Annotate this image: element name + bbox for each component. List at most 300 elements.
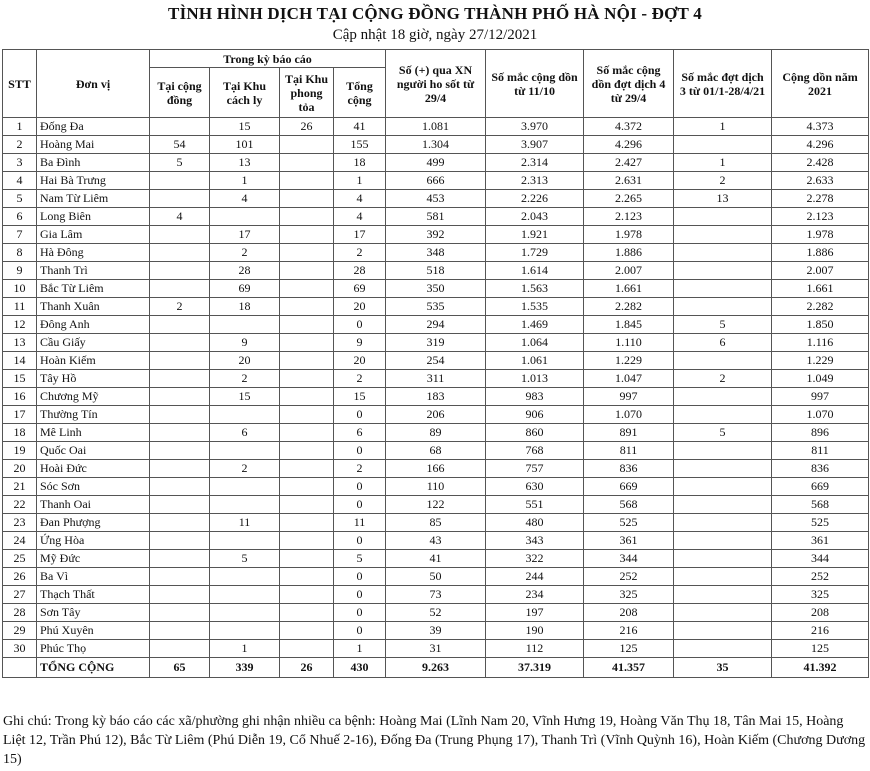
- row-wave3: 2: [674, 370, 772, 388]
- row-fever-tests: 31: [386, 640, 486, 658]
- table-row: [3, 370, 869, 388]
- row-cumulative-11-10: 1.729: [486, 244, 584, 262]
- row-lockdown: [280, 262, 334, 280]
- row-cumulative-wave4: 568: [584, 496, 674, 514]
- table-row: [3, 316, 869, 334]
- row-subtotal: 0: [334, 406, 386, 424]
- row-year-total: 4.373: [772, 118, 869, 136]
- row-community: [150, 190, 210, 208]
- row-community: [150, 244, 210, 262]
- row-subtotal: 6: [334, 424, 386, 442]
- row-fever-tests: 319: [386, 334, 486, 352]
- row-unit: Chương Mỹ: [37, 388, 150, 406]
- row-fever-tests: 85: [386, 514, 486, 532]
- row-stt: 28: [3, 604, 37, 622]
- row-stt: 20: [3, 460, 37, 478]
- row-isolation: [210, 478, 280, 496]
- row-stt: 26: [3, 568, 37, 586]
- row-cumulative-wave4: 1.886: [584, 244, 674, 262]
- total-isolation: 339: [210, 658, 280, 678]
- row-isolation: [210, 568, 280, 586]
- row-isolation: 2: [210, 460, 280, 478]
- row-isolation: [210, 496, 280, 514]
- row-isolation: 6: [210, 424, 280, 442]
- table-row: [3, 568, 869, 586]
- row-cumulative-wave4: 836: [584, 460, 674, 478]
- row-fever-tests: 453: [386, 190, 486, 208]
- row-cumulative-wave4: 1.978: [584, 226, 674, 244]
- row-isolation: 69: [210, 280, 280, 298]
- total-cumulative-wave4: 41.357: [584, 658, 674, 678]
- row-lockdown: [280, 568, 334, 586]
- row-isolation: 15: [210, 118, 280, 136]
- row-stt: 10: [3, 280, 37, 298]
- row-community: [150, 568, 210, 586]
- row-community: [150, 316, 210, 334]
- row-wave3: 5: [674, 424, 772, 442]
- row-unit: Phúc Thọ: [37, 640, 150, 658]
- row-stt: 21: [3, 478, 37, 496]
- row-year-total: 1.116: [772, 334, 869, 352]
- row-lockdown: [280, 298, 334, 316]
- row-lockdown: [280, 604, 334, 622]
- row-cumulative-11-10: 343: [486, 532, 584, 550]
- table-row: [3, 190, 869, 208]
- row-cumulative-11-10: 1.064: [486, 334, 584, 352]
- row-fever-tests: 294: [386, 316, 486, 334]
- table-row: [3, 172, 869, 190]
- row-unit: Tây Hồ: [37, 370, 150, 388]
- row-cumulative-11-10: 112: [486, 640, 584, 658]
- row-year-total: 208: [772, 604, 869, 622]
- row-stt: 27: [3, 586, 37, 604]
- row-cumulative-wave4: 1.229: [584, 352, 674, 370]
- row-community: [150, 388, 210, 406]
- row-cumulative-11-10: 551: [486, 496, 584, 514]
- row-stt: 19: [3, 442, 37, 460]
- row-fever-tests: 254: [386, 352, 486, 370]
- row-wave3: [674, 622, 772, 640]
- row-lockdown: [280, 136, 334, 154]
- row-community: [150, 262, 210, 280]
- row-year-total: 525: [772, 514, 869, 532]
- table-row: [3, 136, 869, 154]
- row-lockdown: [280, 316, 334, 334]
- row-cumulative-wave4: 997: [584, 388, 674, 406]
- row-subtotal: 0: [334, 622, 386, 640]
- row-subtotal: 11: [334, 514, 386, 532]
- row-fever-tests: 183: [386, 388, 486, 406]
- row-lockdown: [280, 388, 334, 406]
- row-lockdown: [280, 190, 334, 208]
- row-fever-tests: 392: [386, 226, 486, 244]
- row-subtotal: 69: [334, 280, 386, 298]
- row-wave3: [674, 298, 772, 316]
- row-cumulative-wave4: 669: [584, 478, 674, 496]
- row-isolation: [210, 208, 280, 226]
- row-unit: Đống Đa: [37, 118, 150, 136]
- row-subtotal: 0: [334, 316, 386, 334]
- row-subtotal: 0: [334, 604, 386, 622]
- row-subtotal: 0: [334, 478, 386, 496]
- row-community: [150, 172, 210, 190]
- row-community: [150, 406, 210, 424]
- row-cumulative-wave4: 1.661: [584, 280, 674, 298]
- row-cumulative-11-10: 1.563: [486, 280, 584, 298]
- header-isolation: Tại Khu cách ly: [210, 68, 280, 118]
- row-cumulative-wave4: 2.007: [584, 262, 674, 280]
- row-stt: 6: [3, 208, 37, 226]
- row-lockdown: [280, 640, 334, 658]
- table-row: [3, 496, 869, 514]
- row-isolation: 13: [210, 154, 280, 172]
- row-wave3: 13: [674, 190, 772, 208]
- footnote: Ghi chú: Trong kỳ báo cáo các xã/phường ghi nhận nhiều ca bệnh: Hoàng Mai (Lĩnh Nam 20, Vĩnh Hưng 19, Hoàng Văn Thụ 18, Tân Mai 15, Hoàng Liệt 12, Trần Phú 12), Bắc Từ Liêm (Phú Diễn 19, Cổ Nhuế 2-16), Đống Đa (Trung Phụng 17), Thanh Trì (Vĩnh Quỳnh 16), Hoàn Kiếm (Chương Dương 15): [3, 714, 866, 767]
- row-wave3: [674, 442, 772, 460]
- row-lockdown: [280, 460, 334, 478]
- row-cumulative-wave4: 4.296: [584, 136, 674, 154]
- row-lockdown: [280, 532, 334, 550]
- row-fever-tests: 518: [386, 262, 486, 280]
- report-subtitle: Cập nhật 18 giờ, ngày 27/12/2021: [332, 27, 538, 43]
- row-fever-tests: 41: [386, 550, 486, 568]
- row-stt: 18: [3, 424, 37, 442]
- row-wave3: [674, 280, 772, 298]
- row-cumulative-wave4: 2.631: [584, 172, 674, 190]
- table-row: [3, 460, 869, 478]
- row-fever-tests: 166: [386, 460, 486, 478]
- row-cumulative-wave4: 125: [584, 640, 674, 658]
- table-row: [3, 388, 869, 406]
- row-year-total: 2.428: [772, 154, 869, 172]
- row-cumulative-wave4: 1.070: [584, 406, 674, 424]
- header-year-total: Cộng dồn năm 2021: [772, 50, 869, 118]
- table-row: [3, 298, 869, 316]
- row-fever-tests: 39: [386, 622, 486, 640]
- row-lockdown: [280, 334, 334, 352]
- row-cumulative-11-10: 906: [486, 406, 584, 424]
- row-lockdown: [280, 172, 334, 190]
- row-subtotal: 41: [334, 118, 386, 136]
- row-cumulative-wave4: 2.282: [584, 298, 674, 316]
- row-subtotal: 15: [334, 388, 386, 406]
- row-community: [150, 424, 210, 442]
- row-stt: 11: [3, 298, 37, 316]
- row-wave3: [674, 136, 772, 154]
- row-isolation: 2: [210, 370, 280, 388]
- row-year-total: 252: [772, 568, 869, 586]
- table-row: [3, 280, 869, 298]
- row-community: [150, 226, 210, 244]
- row-cumulative-wave4: 1.845: [584, 316, 674, 334]
- row-community: [150, 442, 210, 460]
- row-isolation: 1: [210, 640, 280, 658]
- row-unit: Ứng Hòa: [37, 532, 150, 550]
- row-isolation: 1: [210, 172, 280, 190]
- row-year-total: 125: [772, 640, 869, 658]
- row-lockdown: [280, 244, 334, 262]
- row-cumulative-11-10: 3.907: [486, 136, 584, 154]
- row-wave3: 2: [674, 172, 772, 190]
- row-community: [150, 496, 210, 514]
- row-stt: 13: [3, 334, 37, 352]
- row-subtotal: 9: [334, 334, 386, 352]
- row-isolation: 2: [210, 244, 280, 262]
- row-subtotal: 0: [334, 586, 386, 604]
- report-title: TÌNH HÌNH DỊCH TẠI CỘNG ĐỒNG THÀNH PHỐ HÀ NỘI - ĐỢT 4: [168, 4, 702, 23]
- row-cumulative-wave4: 325: [584, 586, 674, 604]
- total-row: [3, 658, 869, 678]
- header-cumulative-wave4: Số mắc cộng dồn đợt dịch 4 từ 29/4: [584, 50, 674, 118]
- row-fever-tests: 52: [386, 604, 486, 622]
- row-year-total: 361: [772, 532, 869, 550]
- row-subtotal: 4: [334, 208, 386, 226]
- row-cumulative-wave4: 344: [584, 550, 674, 568]
- row-stt: 22: [3, 496, 37, 514]
- row-unit: Hoài Đức: [37, 460, 150, 478]
- row-cumulative-11-10: 1.921: [486, 226, 584, 244]
- row-cumulative-11-10: 322: [486, 550, 584, 568]
- table-row: [3, 550, 869, 568]
- row-cumulative-wave4: 4.372: [584, 118, 674, 136]
- table-row: [3, 334, 869, 352]
- row-wave3: [674, 208, 772, 226]
- row-isolation: [210, 622, 280, 640]
- row-wave3: [674, 478, 772, 496]
- row-subtotal: 0: [334, 532, 386, 550]
- row-unit: Thanh Trì: [37, 262, 150, 280]
- row-community: [150, 460, 210, 478]
- row-unit: Sơn Tây: [37, 604, 150, 622]
- row-fever-tests: 110: [386, 478, 486, 496]
- header-wave3: Số mắc đợt dịch 3 từ 01/1-28/4/21: [674, 50, 772, 118]
- header-fever-tests: Số (+) qua XN người ho sốt từ 29/4: [386, 50, 486, 118]
- row-year-total: 1.229: [772, 352, 869, 370]
- row-cumulative-wave4: 525: [584, 514, 674, 532]
- row-stt: 8: [3, 244, 37, 262]
- row-community: 54: [150, 136, 210, 154]
- row-community: [150, 352, 210, 370]
- row-stt: 3: [3, 154, 37, 172]
- row-year-total: 568: [772, 496, 869, 514]
- table-row: [3, 154, 869, 172]
- row-cumulative-wave4: 1.110: [584, 334, 674, 352]
- table-row: [3, 424, 869, 442]
- row-lockdown: [280, 424, 334, 442]
- row-year-total: 1.070: [772, 406, 869, 424]
- row-community: [150, 280, 210, 298]
- row-isolation: 9: [210, 334, 280, 352]
- row-lockdown: [280, 514, 334, 532]
- row-subtotal: 0: [334, 442, 386, 460]
- row-subtotal: 20: [334, 352, 386, 370]
- row-unit: Thanh Xuân: [37, 298, 150, 316]
- table-row: [3, 640, 869, 658]
- row-fever-tests: 350: [386, 280, 486, 298]
- table-row: [3, 622, 869, 640]
- row-wave3: [674, 514, 772, 532]
- row-year-total: 4.296: [772, 136, 869, 154]
- row-wave3: [674, 496, 772, 514]
- total-subtotal: 430: [334, 658, 386, 678]
- total-lockdown: 26: [280, 658, 334, 678]
- row-cumulative-wave4: 252: [584, 568, 674, 586]
- row-fever-tests: 666: [386, 172, 486, 190]
- row-lockdown: [280, 226, 334, 244]
- row-fever-tests: 311: [386, 370, 486, 388]
- row-cumulative-wave4: 2.123: [584, 208, 674, 226]
- row-lockdown: [280, 154, 334, 172]
- row-subtotal: 2: [334, 244, 386, 262]
- row-isolation: 17: [210, 226, 280, 244]
- row-unit: Thanh Oai: [37, 496, 150, 514]
- row-unit: Đông Anh: [37, 316, 150, 334]
- row-cumulative-11-10: 768: [486, 442, 584, 460]
- total-cumulative-11-10: 37.319: [486, 658, 584, 678]
- row-cumulative-11-10: 190: [486, 622, 584, 640]
- row-community: [150, 532, 210, 550]
- row-wave3: 1: [674, 154, 772, 172]
- row-stt: 16: [3, 388, 37, 406]
- table-row: [3, 244, 869, 262]
- row-unit: Phú Xuyên: [37, 622, 150, 640]
- row-lockdown: [280, 586, 334, 604]
- row-lockdown: 26: [280, 118, 334, 136]
- row-wave3: 1: [674, 118, 772, 136]
- row-year-total: 836: [772, 460, 869, 478]
- row-cumulative-11-10: 630: [486, 478, 584, 496]
- row-lockdown: [280, 280, 334, 298]
- row-year-total: 997: [772, 388, 869, 406]
- row-lockdown: [280, 550, 334, 568]
- row-cumulative-11-10: 2.226: [486, 190, 584, 208]
- row-unit: Hoàng Mai: [37, 136, 150, 154]
- row-year-total: 1.049: [772, 370, 869, 388]
- header-report-period: Trong kỳ báo cáo: [150, 50, 386, 68]
- row-year-total: 344: [772, 550, 869, 568]
- table-row: [3, 226, 869, 244]
- header-cumulative-11-10: Số mắc cộng dồn từ 11/10: [486, 50, 584, 118]
- table-row: [3, 586, 869, 604]
- row-community: [150, 118, 210, 136]
- row-cumulative-11-10: 757: [486, 460, 584, 478]
- row-fever-tests: 535: [386, 298, 486, 316]
- row-lockdown: [280, 406, 334, 424]
- row-isolation: 101: [210, 136, 280, 154]
- row-cumulative-11-10: 244: [486, 568, 584, 586]
- row-fever-tests: 1.304: [386, 136, 486, 154]
- total-wave3: 35: [674, 658, 772, 678]
- row-community: [150, 550, 210, 568]
- total-fever-tests: 9.263: [386, 658, 486, 678]
- table-row: [3, 532, 869, 550]
- row-stt: 15: [3, 370, 37, 388]
- row-year-total: 896: [772, 424, 869, 442]
- row-community: [150, 478, 210, 496]
- row-cumulative-11-10: 197: [486, 604, 584, 622]
- row-fever-tests: 122: [386, 496, 486, 514]
- row-year-total: 2.007: [772, 262, 869, 280]
- row-lockdown: [280, 370, 334, 388]
- cases-table: [2, 49, 869, 678]
- row-cumulative-11-10: 234: [486, 586, 584, 604]
- row-cumulative-11-10: 2.313: [486, 172, 584, 190]
- row-wave3: [674, 226, 772, 244]
- row-fever-tests: 89: [386, 424, 486, 442]
- row-fever-tests: 499: [386, 154, 486, 172]
- row-isolation: 28: [210, 262, 280, 280]
- row-subtotal: 0: [334, 568, 386, 586]
- header-stt: STT: [3, 50, 37, 118]
- row-cumulative-11-10: 1.614: [486, 262, 584, 280]
- row-wave3: [674, 568, 772, 586]
- row-unit: Ba Đình: [37, 154, 150, 172]
- row-unit: Long Biên: [37, 208, 150, 226]
- row-year-total: 669: [772, 478, 869, 496]
- row-cumulative-11-10: 2.043: [486, 208, 584, 226]
- row-lockdown: [280, 496, 334, 514]
- row-year-total: 325: [772, 586, 869, 604]
- row-community: [150, 334, 210, 352]
- row-year-total: 1.978: [772, 226, 869, 244]
- table-row: [3, 478, 869, 496]
- row-cumulative-11-10: 1.469: [486, 316, 584, 334]
- row-year-total: 2.282: [772, 298, 869, 316]
- row-fever-tests: 68: [386, 442, 486, 460]
- row-lockdown: [280, 622, 334, 640]
- row-unit: Quốc Oai: [37, 442, 150, 460]
- row-cumulative-wave4: 361: [584, 532, 674, 550]
- table-row: [3, 514, 869, 532]
- row-stt: 2: [3, 136, 37, 154]
- row-isolation: [210, 604, 280, 622]
- table-row: [3, 208, 869, 226]
- row-unit: Cầu Giấy: [37, 334, 150, 352]
- row-lockdown: [280, 208, 334, 226]
- table-row: [3, 604, 869, 622]
- total-community: 65: [150, 658, 210, 678]
- row-wave3: 6: [674, 334, 772, 352]
- row-stt: 24: [3, 532, 37, 550]
- row-stt: 4: [3, 172, 37, 190]
- row-cumulative-11-10: 1.535: [486, 298, 584, 316]
- row-year-total: 2.633: [772, 172, 869, 190]
- row-isolation: 20: [210, 352, 280, 370]
- row-cumulative-wave4: 208: [584, 604, 674, 622]
- row-unit: Hà Đông: [37, 244, 150, 262]
- row-wave3: [674, 244, 772, 262]
- row-community: 5: [150, 154, 210, 172]
- row-subtotal: 0: [334, 496, 386, 514]
- row-isolation: [210, 316, 280, 334]
- row-fever-tests: 73: [386, 586, 486, 604]
- row-cumulative-11-10: 860: [486, 424, 584, 442]
- row-cumulative-11-10: 983: [486, 388, 584, 406]
- row-lockdown: [280, 442, 334, 460]
- row-community: [150, 586, 210, 604]
- row-cumulative-11-10: 3.970: [486, 118, 584, 136]
- row-community: [150, 622, 210, 640]
- row-isolation: [210, 442, 280, 460]
- row-unit: Sóc Sơn: [37, 478, 150, 496]
- row-isolation: 4: [210, 190, 280, 208]
- row-subtotal: 18: [334, 154, 386, 172]
- row-subtotal: 2: [334, 370, 386, 388]
- row-stt: 14: [3, 352, 37, 370]
- row-year-total: 2.278: [772, 190, 869, 208]
- row-lockdown: [280, 352, 334, 370]
- row-isolation: 18: [210, 298, 280, 316]
